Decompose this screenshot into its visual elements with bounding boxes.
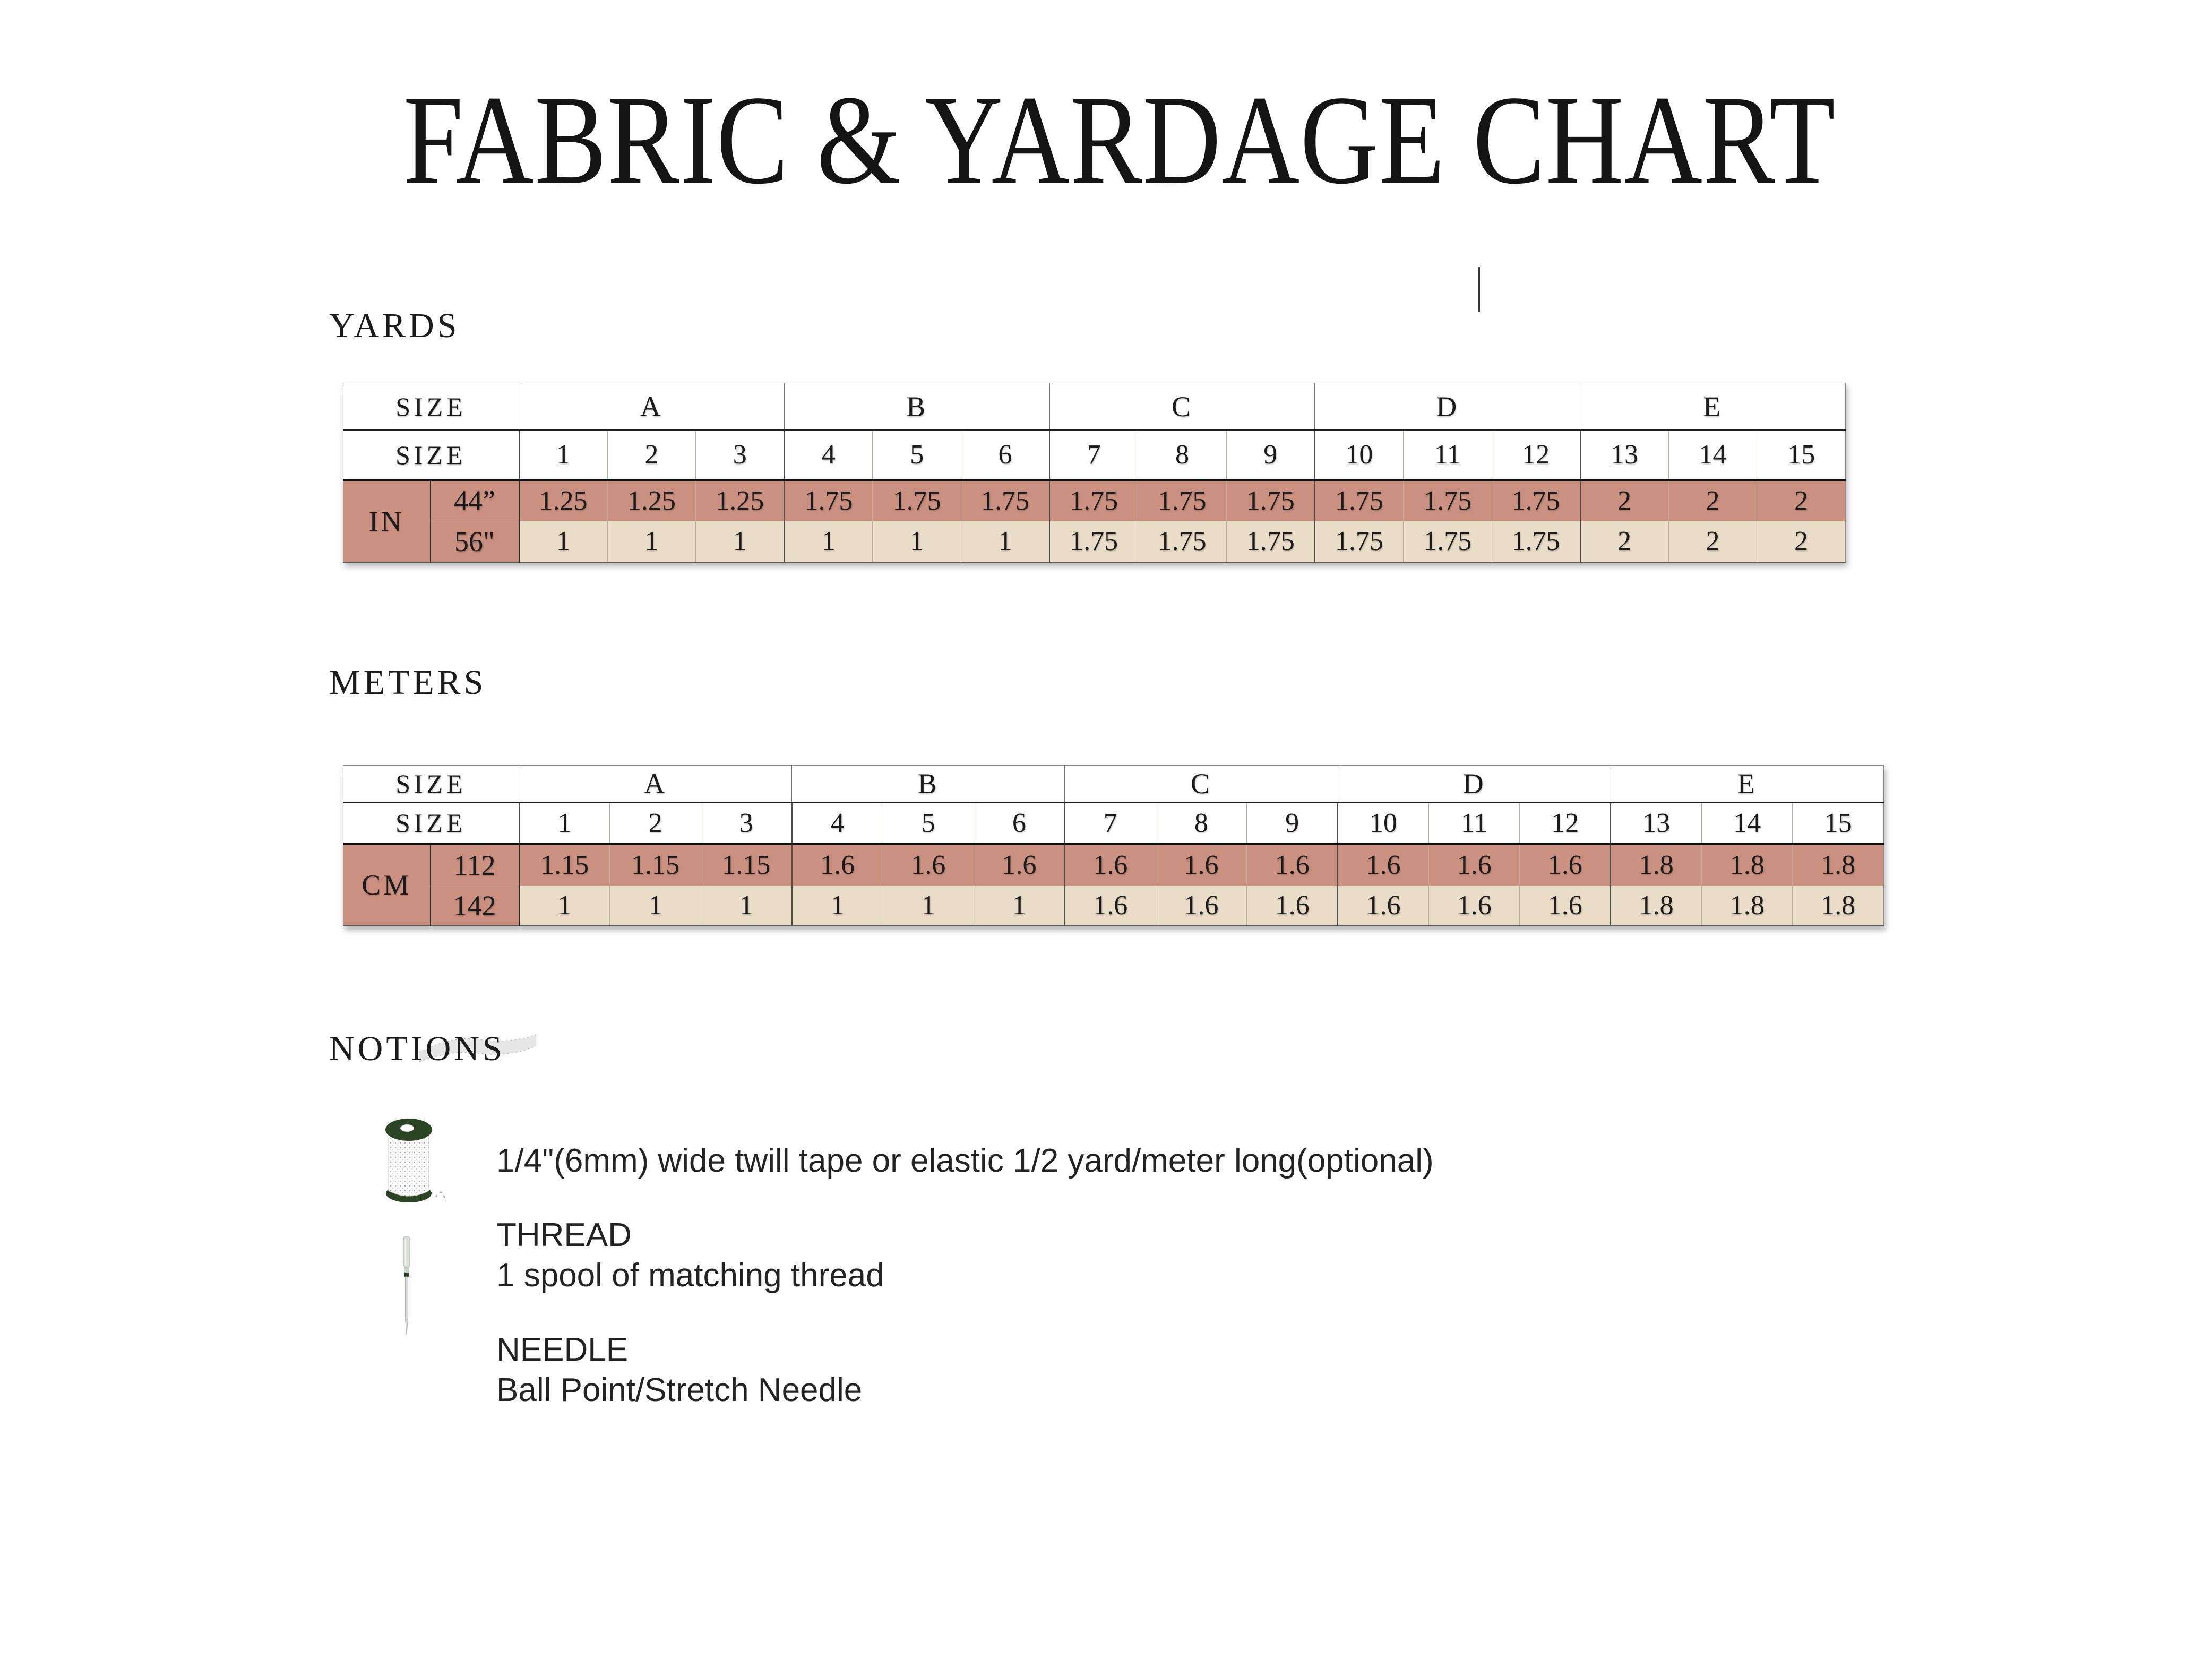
yardage-value-cell: 1.75 (784, 480, 873, 521)
yardage-value-cell: 1.25 (519, 480, 608, 521)
text-cursor-artifact (1478, 267, 1480, 312)
yardage-value-cell: 1 (784, 521, 873, 562)
size-number-header: 14 (1668, 431, 1757, 480)
group-header-E: E (1580, 383, 1846, 431)
yardage-value-cell: 1.75 (961, 480, 1049, 521)
yardage-value-cell: 1.75 (1315, 480, 1404, 521)
size-number-header: 15 (1757, 431, 1846, 480)
yardage-value-cell: 1.75 (1492, 480, 1580, 521)
size-number-header: 3 (696, 431, 785, 480)
yardage-value-cell: 1 (792, 886, 883, 926)
yardage-value-cell: 1.6 (792, 844, 883, 886)
yardage-value-cell: 1 (610, 886, 701, 926)
yards-table (343, 383, 1846, 563)
yardage-value-cell: 1.6 (1065, 886, 1156, 926)
yardage-value-cell: 1.6 (1247, 886, 1338, 926)
yardage-value-cell: 1 (701, 886, 791, 926)
size-number-header: 1 (519, 803, 610, 844)
yardage-value-cell: 1.8 (1793, 886, 1883, 926)
needle-icon (402, 1235, 411, 1336)
meters-table (343, 765, 1884, 926)
notions-section-label: NOTIONS (329, 1029, 505, 1068)
tape-item-text: 1/4"(6mm) wide twill tape or elastic 1/2 yard/meter long(optional) (496, 1142, 1434, 1179)
size-number-header: 9 (1226, 431, 1315, 480)
needle-item-text: Ball Point/Stretch Needle (496, 1372, 863, 1408)
yardage-value-cell: 1.75 (1226, 521, 1315, 562)
yardage-value-cell: 1.15 (701, 844, 791, 886)
yardage-value-cell: 1.6 (1338, 844, 1428, 886)
width-label-cell: 56" (431, 521, 519, 562)
size-number-header: 7 (1049, 431, 1138, 480)
size-number-header: 13 (1580, 431, 1669, 480)
size-number-header: 14 (1702, 803, 1793, 844)
yardage-value-cell: 1 (974, 886, 1064, 926)
yardage-value-cell: 1.8 (1611, 844, 1701, 886)
yardage-value-cell: 1 (696, 521, 785, 562)
size-number-header: 2 (610, 803, 701, 844)
yardage-value-cell: 2 (1580, 480, 1669, 521)
group-header-A: A (519, 766, 792, 803)
size-number-header: 11 (1403, 431, 1492, 480)
yardage-value-cell: 1.75 (1138, 480, 1227, 521)
yardage-value-cell: 1.6 (1428, 886, 1519, 926)
size-number-header: 5 (883, 803, 974, 844)
size-corner-header: SIZE (343, 383, 519, 431)
yardage-value-cell: 1.8 (1702, 886, 1793, 926)
width-label-cell: 44” (431, 480, 519, 521)
group-header-C: C (1065, 766, 1338, 803)
thread-spool-icon (385, 1118, 451, 1207)
size-number-header: 6 (961, 431, 1049, 480)
size-row-header: SIZE (343, 803, 519, 844)
size-number-header: 3 (701, 803, 791, 844)
yardage-value-cell: 1.75 (1315, 521, 1404, 562)
yardage-value-cell: 1.75 (1049, 521, 1138, 562)
size-number-header: 4 (784, 431, 873, 480)
yardage-value-cell: 2 (1580, 521, 1669, 562)
yardage-value-cell: 2 (1668, 480, 1757, 521)
yardage-value-cell: 1 (519, 521, 608, 562)
meters-section-label: METERS (329, 663, 487, 702)
yardage-value-cell: 1.6 (1338, 886, 1428, 926)
yardage-value-cell: 1.6 (1065, 844, 1156, 886)
yardage-value-cell: 2 (1757, 521, 1846, 562)
yards-section-label: YARDS (329, 306, 460, 345)
yardage-value-cell: 2 (1757, 480, 1846, 521)
size-number-header: 12 (1520, 803, 1611, 844)
thread-item-text: 1 spool of matching thread (496, 1257, 884, 1294)
page-title-text: FABRIC & YARDAGE CHART (403, 69, 1836, 210)
yardage-value-cell: 1.6 (1156, 844, 1246, 886)
yardage-value-cell: 1.6 (1428, 844, 1519, 886)
size-number-header: 5 (873, 431, 961, 480)
group-header-B: B (784, 383, 1049, 431)
yardage-value-cell: 1.6 (883, 844, 974, 886)
yardage-value-cell: 1.15 (519, 844, 610, 886)
yardage-value-cell: 1.6 (974, 844, 1064, 886)
size-number-header: 15 (1793, 803, 1883, 844)
size-number-header: 13 (1611, 803, 1701, 844)
size-number-header: 11 (1428, 803, 1519, 844)
group-header-D: D (1338, 766, 1611, 803)
yardage-value-cell: 1.15 (610, 844, 701, 886)
size-row-header: SIZE (343, 431, 519, 480)
unit-label-cell: IN (343, 480, 431, 562)
yardage-value-cell: 1.8 (1793, 844, 1883, 886)
yardage-value-cell: 1.75 (1049, 480, 1138, 521)
thread-heading: THREAD (496, 1217, 632, 1253)
group-header-B: B (792, 766, 1065, 803)
page-title (0, 69, 2212, 210)
size-number-header: 9 (1247, 803, 1338, 844)
width-label-cell: 142 (431, 886, 519, 926)
width-label-cell: 112 (431, 844, 519, 886)
needle-heading: NEEDLE (496, 1331, 629, 1368)
yardage-value-cell: 1 (607, 521, 696, 562)
size-number-header: 2 (607, 431, 696, 480)
group-header-E: E (1611, 766, 1883, 803)
size-number-header: 12 (1492, 431, 1580, 480)
yardage-value-cell: 1.75 (1492, 521, 1580, 562)
yardage-value-cell: 1.75 (1226, 480, 1315, 521)
size-corner-header: SIZE (343, 766, 519, 803)
yardage-value-cell: 2 (1668, 521, 1757, 562)
size-number-header: 10 (1338, 803, 1428, 844)
yardage-value-cell: 1.75 (1403, 521, 1492, 562)
yardage-value-cell: 1.8 (1702, 844, 1793, 886)
size-number-header: 7 (1065, 803, 1156, 844)
yardage-value-cell: 1.6 (1520, 844, 1611, 886)
yardage-value-cell: 1.8 (1611, 886, 1701, 926)
size-number-header: 6 (974, 803, 1064, 844)
size-number-header: 4 (792, 803, 883, 844)
group-header-C: C (1049, 383, 1315, 431)
size-number-header: 1 (519, 431, 608, 480)
unit-label-cell: CM (343, 844, 431, 926)
yardage-value-cell: 1.6 (1247, 844, 1338, 886)
yardage-value-cell: 1 (519, 886, 610, 926)
yardage-value-cell: 1.6 (1156, 886, 1246, 926)
yardage-value-cell: 1.75 (1138, 521, 1227, 562)
size-number-header: 8 (1156, 803, 1246, 844)
yardage-value-cell: 1 (883, 886, 974, 926)
yardage-value-cell: 1.6 (1520, 886, 1611, 926)
yardage-value-cell: 1.25 (607, 480, 696, 521)
group-header-D: D (1315, 383, 1580, 431)
yardage-value-cell: 1.25 (696, 480, 785, 521)
yardage-value-cell: 1.75 (873, 480, 961, 521)
group-header-A: A (519, 383, 785, 431)
yardage-value-cell: 1.75 (1403, 480, 1492, 521)
size-number-header: 8 (1138, 431, 1227, 480)
size-number-header: 10 (1315, 431, 1404, 480)
yardage-value-cell: 1 (961, 521, 1049, 562)
yardage-value-cell: 1 (873, 521, 961, 562)
